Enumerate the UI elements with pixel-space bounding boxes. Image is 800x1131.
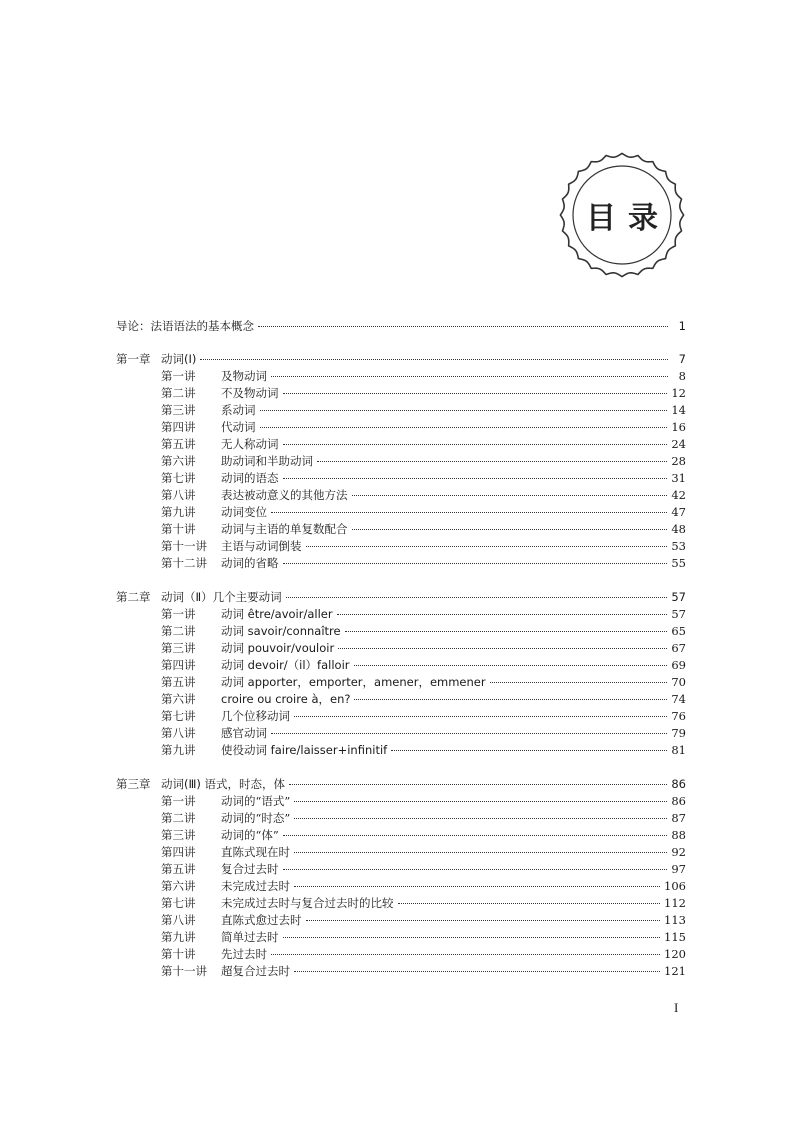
intro-title: 导论：法语语法的基本概念 [116, 319, 254, 333]
lecture-title: croire ou croire à，en? [221, 692, 351, 706]
dot-leader [289, 784, 667, 785]
toc-lecture-entry[interactable] [116, 640, 686, 657]
toc-lecture-entry[interactable] [116, 436, 686, 453]
chapter-number: 第三章 [116, 777, 151, 791]
lecture-title: 助动词和半助动词 [221, 454, 313, 468]
dot-leader [258, 326, 668, 327]
toc-lecture-entry[interactable] [116, 657, 686, 674]
lecture-page-number: 97 [671, 862, 686, 876]
table-of-contents [116, 318, 686, 997]
lecture-number: 第十二讲 [161, 556, 207, 570]
toc-lecture-entry[interactable] [116, 725, 686, 742]
lecture-page-number: 69 [671, 658, 686, 672]
dot-leader [271, 512, 667, 513]
lecture-page-number: 92 [671, 845, 686, 859]
lecture-page-number: 8 [678, 369, 686, 383]
lecture-page-number: 87 [671, 811, 686, 825]
toc-lecture-entry[interactable] [116, 963, 686, 980]
dot-leader [283, 563, 668, 564]
lecture-number: 第五讲 [161, 437, 196, 451]
toc-lecture-entry[interactable] [116, 538, 686, 555]
lecture-number: 第五讲 [161, 675, 196, 689]
lecture-title: 几个位移动词 [221, 709, 290, 723]
toc-lecture-entry[interactable] [116, 504, 686, 521]
dot-leader [398, 903, 661, 904]
dot-leader [283, 393, 668, 394]
lecture-page-number: 55 [671, 556, 686, 570]
lecture-number: 第四讲 [161, 658, 196, 672]
lecture-page-number: 48 [671, 522, 686, 536]
lecture-page-number: 14 [671, 403, 686, 417]
dot-leader [337, 614, 668, 615]
toc-lecture-entry[interactable] [116, 708, 686, 725]
lecture-number: 第十讲 [161, 522, 196, 536]
chapter-title: 动词(Ⅲ) 语式，时态，体 [161, 777, 286, 791]
lecture-title: 动词的“时态” [221, 811, 291, 825]
lecture-number: 第七讲 [161, 471, 196, 485]
dot-leader [260, 410, 668, 411]
lecture-title: 表达被动意义的其他方法 [221, 488, 348, 502]
lecture-page-number: 112 [664, 896, 686, 910]
lecture-number: 第三讲 [161, 641, 196, 655]
lecture-page-number: 28 [671, 454, 686, 468]
lecture-page-number: 42 [671, 488, 686, 502]
lecture-title: 未完成过去时与复合过去时的比较 [221, 896, 394, 910]
toc-lecture-entry[interactable] [116, 674, 686, 691]
dot-leader [271, 733, 667, 734]
lecture-title: 动词的省略 [221, 556, 279, 570]
lecture-title: 简单过去时 [221, 930, 279, 944]
dot-leader [338, 648, 667, 649]
lecture-number: 第七讲 [161, 896, 196, 910]
lecture-number: 第二讲 [161, 386, 196, 400]
toc-lecture-entry[interactable] [116, 402, 686, 419]
toc-lecture-entry[interactable] [116, 453, 686, 470]
lecture-title: 主语与动词倒装 [221, 539, 302, 553]
lecture-page-number: 121 [664, 964, 686, 978]
toc-title: 目录 [586, 201, 670, 236]
lecture-page-number: 115 [664, 930, 686, 944]
lecture-title: 代动词 [221, 420, 256, 434]
lecture-page-number: 47 [671, 505, 686, 519]
page-folio: I [674, 1000, 679, 1015]
toc-lecture-entry[interactable] [116, 810, 686, 827]
chapter-page-number: 7 [678, 352, 686, 366]
lecture-title: 动词 pouvoir/vouloir [221, 641, 335, 655]
toc-heading-seal [557, 150, 687, 280]
lecture-number: 第二讲 [161, 811, 196, 825]
lecture-title: 无人称动词 [221, 437, 279, 451]
chapter-list [116, 351, 686, 980]
chapter-title: 动词（Ⅱ）几个主要动词 [161, 590, 282, 604]
lecture-number: 第三讲 [161, 403, 196, 417]
lecture-number: 第九讲 [161, 930, 196, 944]
dot-leader [294, 818, 667, 819]
lecture-page-number: 74 [671, 692, 686, 706]
lecture-number: 第十讲 [161, 947, 196, 961]
toc-lecture-entry[interactable] [116, 623, 686, 640]
dot-leader [271, 954, 660, 955]
lecture-title: 动词 être/avoir/aller [221, 607, 333, 621]
lecture-page-number: 113 [664, 913, 686, 927]
lecture-number: 第五讲 [161, 862, 196, 876]
lecture-title: 动词的语态 [221, 471, 279, 485]
lecture-title: 感官动词 [221, 726, 267, 740]
chapter-page-number: 57 [671, 590, 686, 604]
lecture-page-number: 120 [664, 947, 686, 961]
toc-lecture-entry[interactable] [116, 606, 686, 623]
lecture-number: 第四讲 [161, 845, 196, 859]
chapter-number: 第二章 [116, 590, 151, 604]
lecture-number: 第八讲 [161, 913, 196, 927]
toc-lecture-entry[interactable] [116, 470, 686, 487]
toc-lecture-entry[interactable] [116, 368, 686, 385]
dot-leader [283, 835, 668, 836]
dot-leader [271, 376, 668, 377]
lecture-page-number: 106 [664, 879, 686, 893]
chapter-group [116, 589, 686, 759]
toc-lecture-entry[interactable] [116, 691, 686, 708]
toc-lecture-entry[interactable] [116, 827, 686, 844]
dot-leader [260, 427, 668, 428]
dot-leader [283, 478, 668, 479]
lecture-page-number: 86 [671, 794, 686, 808]
lecture-number: 第六讲 [161, 692, 196, 706]
lecture-number: 第四讲 [161, 420, 196, 434]
lecture-number: 第八讲 [161, 488, 196, 502]
toc-lecture-entry[interactable] [116, 555, 686, 572]
toc-lecture-entry[interactable] [116, 385, 686, 402]
toc-chapter-entry[interactable] [116, 589, 686, 606]
dot-leader [490, 682, 668, 683]
lecture-number: 第八讲 [161, 726, 196, 740]
lecture-page-number: 65 [671, 624, 686, 638]
lecture-title: 系动词 [221, 403, 256, 417]
dot-leader [306, 546, 668, 547]
toc-lecture-entry[interactable] [116, 895, 686, 912]
dot-leader [294, 716, 667, 717]
chapter-number: 第一章 [116, 352, 151, 366]
toc-lecture-entry[interactable] [116, 419, 686, 436]
lecture-number: 第三讲 [161, 828, 196, 842]
dot-leader [283, 444, 668, 445]
lecture-page-number: 24 [671, 437, 686, 451]
lecture-title: 先过去时 [221, 947, 267, 961]
lecture-page-number: 88 [671, 828, 686, 842]
lecture-number: 第一讲 [161, 794, 196, 808]
lecture-page-number: 67 [671, 641, 686, 655]
toc-lecture-entry[interactable] [116, 861, 686, 878]
lecture-title: 复合过去时 [221, 862, 279, 876]
dot-leader [352, 529, 668, 530]
lecture-title: 动词变位 [221, 505, 267, 519]
chapter-title: 动词(Ⅰ) [161, 352, 197, 366]
lecture-title: 动词的“体” [221, 828, 279, 842]
dot-leader [306, 920, 661, 921]
dot-leader [286, 597, 668, 598]
dot-leader [317, 461, 667, 462]
toc-intro-entry[interactable] [116, 318, 686, 335]
dot-leader [283, 937, 661, 938]
dot-leader [345, 631, 668, 632]
toc-chapter-entry[interactable] [116, 776, 686, 793]
lecture-title: 不及物动词 [221, 386, 279, 400]
lecture-number: 第十一讲 [161, 539, 207, 553]
dot-leader [354, 665, 668, 666]
lecture-page-number: 57 [671, 607, 686, 621]
toc-lecture-entry[interactable] [116, 878, 686, 895]
intro-page-number: 1 [678, 319, 686, 333]
lecture-page-number: 31 [671, 471, 686, 485]
dot-leader [294, 886, 660, 887]
dot-leader [283, 869, 668, 870]
chapter-group [116, 351, 686, 572]
lecture-title: 动词的“语式” [221, 794, 291, 808]
toc-lecture-entry[interactable] [116, 521, 686, 538]
lecture-page-number: 16 [671, 420, 686, 434]
lecture-title: 未完成过去时 [221, 879, 290, 893]
lecture-number: 第十一讲 [161, 964, 207, 978]
toc-lecture-entry[interactable] [116, 742, 686, 759]
lecture-number: 第六讲 [161, 454, 196, 468]
lecture-number: 第六讲 [161, 879, 196, 893]
lecture-title: 及物动词 [221, 369, 267, 383]
lecture-title: 直陈式愈过去时 [221, 913, 302, 927]
dot-leader [200, 359, 668, 360]
dot-leader [294, 801, 667, 802]
toc-lecture-entry[interactable] [116, 793, 686, 810]
lecture-page-number: 81 [671, 743, 686, 757]
lecture-title: 动词 savoir/connaître [221, 624, 341, 638]
lecture-page-number: 12 [671, 386, 686, 400]
lecture-number: 第二讲 [161, 624, 196, 638]
lecture-title: 动词与主语的单复数配合 [221, 522, 348, 536]
dot-leader [391, 750, 667, 751]
lecture-number: 第九讲 [161, 505, 196, 519]
lecture-title: 直陈式现在时 [221, 845, 290, 859]
lecture-title: 超复合过去时 [221, 964, 290, 978]
toc-lecture-entry[interactable] [116, 912, 686, 929]
lecture-number: 第九讲 [161, 743, 196, 757]
lecture-page-number: 76 [671, 709, 686, 723]
chapter-page-number: 86 [671, 777, 686, 791]
toc-lecture-entry[interactable] [116, 946, 686, 963]
lecture-number: 第七讲 [161, 709, 196, 723]
dot-leader [354, 699, 667, 700]
dot-leader [294, 852, 667, 853]
toc-lecture-entry[interactable] [116, 844, 686, 861]
dot-leader [352, 495, 668, 496]
lecture-page-number: 70 [671, 675, 686, 689]
lecture-number: 第一讲 [161, 607, 196, 621]
lecture-page-number: 79 [671, 726, 686, 740]
lecture-title: 动词 devoir/（il）falloir [221, 658, 350, 672]
chapter-group [116, 776, 686, 980]
lecture-title: 使役动词 faire/laisser+infinitif [221, 743, 388, 757]
toc-chapter-entry[interactable] [116, 351, 686, 368]
dot-leader [294, 971, 660, 972]
lecture-number: 第一讲 [161, 369, 196, 383]
toc-lecture-entry[interactable] [116, 487, 686, 504]
toc-lecture-entry[interactable] [116, 929, 686, 946]
lecture-title: 动词 apporter，emporter，amener，emmener [221, 675, 486, 689]
lecture-page-number: 53 [671, 539, 686, 553]
